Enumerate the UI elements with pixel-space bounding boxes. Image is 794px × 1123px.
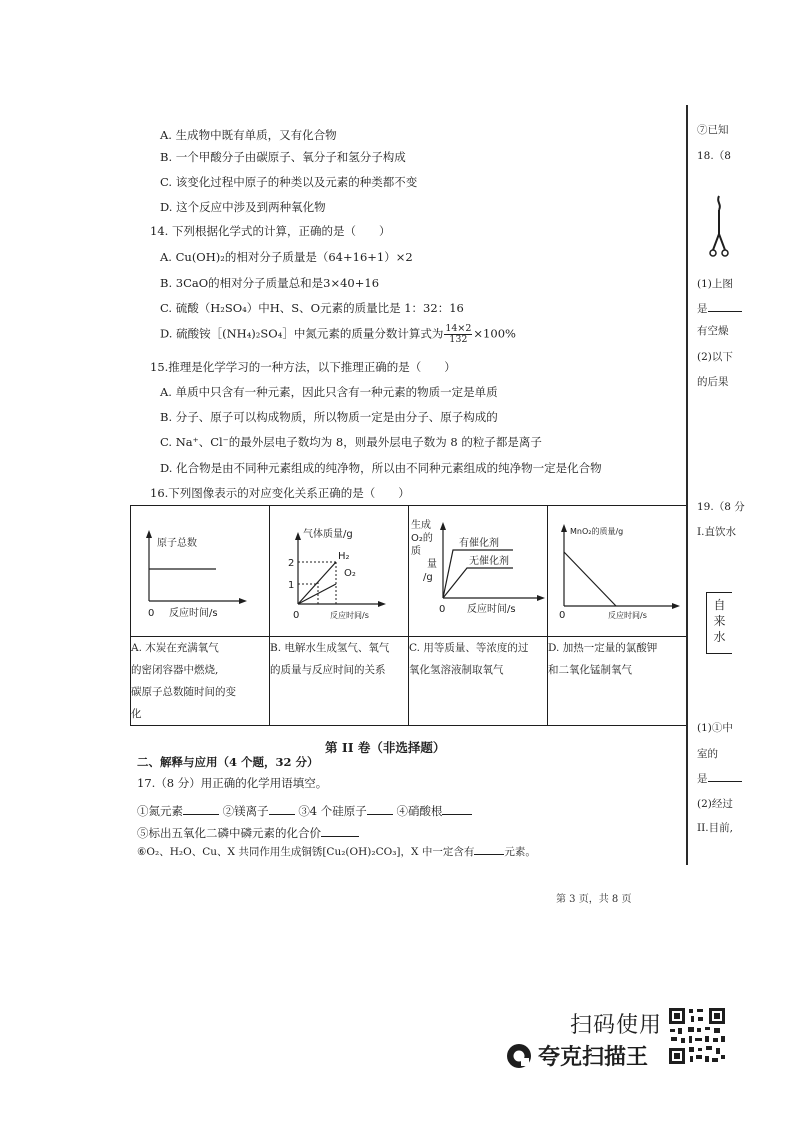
- right-text-10: (1)①中: [697, 722, 733, 734]
- q13-option-c: C. 该变化过程中原子的种类以及元素的种类都不变: [160, 175, 418, 189]
- right-text-2: 18.（8: [697, 150, 731, 162]
- q17-blank-6[interactable]: [474, 843, 504, 855]
- graph-c-catalyst-label: 有催化剂: [459, 538, 499, 549]
- q17-blank-1[interactable]: [183, 803, 219, 815]
- right-text-14: II.目前,: [697, 822, 733, 834]
- graph-b-h2-line: [298, 562, 336, 604]
- q14-option-a: A. Cu(OH)₂的相对分子质量是（64+16+1）×2: [160, 250, 413, 264]
- right-text-11: 室的: [697, 748, 718, 760]
- q15-option-d: D. 化合物是由不同种元素组成的纯净物，所以由不同种元素组成的纯净物一定是化合物: [160, 461, 602, 475]
- graph-c-origin: 0: [439, 604, 446, 615]
- caption-a-line-1: A. 木炭在充满氧气: [131, 642, 219, 654]
- right-text-3: (1)上图: [697, 278, 733, 290]
- q14-d-suffix: ×100%: [473, 326, 516, 341]
- caption-b-line-1: B. 电解水生成氢气、氧气: [270, 642, 390, 654]
- graph-b-y-arrow: [295, 532, 301, 540]
- brand-logo-icon: [505, 1042, 533, 1070]
- apparatus-figure: [708, 192, 730, 262]
- q17-item-6-suffix: 元素。: [504, 846, 536, 858]
- caption-d-line-1: D. 加热一定量的氯酸钾: [548, 642, 658, 654]
- q17-blank-4[interactable]: [442, 803, 472, 815]
- graph-a: [131, 506, 256, 632]
- graph-b-origin: 0: [293, 610, 300, 621]
- tap-water-char-2: 来: [713, 614, 726, 628]
- right-text-8: 19.（8 分: [697, 501, 745, 513]
- graph-c-xlabel: 反应时间/s: [467, 604, 516, 615]
- right-text-13: (2)经过: [697, 798, 733, 810]
- graph-b-ylabel: 气体质量/g: [303, 529, 353, 540]
- right-blank-1[interactable]: [708, 300, 742, 312]
- right-text-7: 的后果: [697, 376, 729, 388]
- right-text-9: I.直饮水: [697, 526, 736, 538]
- caption-b-line-2: 的质量与反应时间的关系: [270, 664, 386, 676]
- graph-b-o2-line: [298, 584, 336, 604]
- q17-item-4: ④硝酸根: [396, 804, 443, 818]
- q14-option-c: C. 硫酸（H₂SO₄）中H、S、O元素的质量比是 1：32：16: [160, 301, 464, 315]
- q17-item-2: ②镁离子: [222, 804, 269, 818]
- q17-stem: 17.（8 分）用正确的化学用语填空。: [137, 776, 328, 790]
- page-number: 第 3 页，共 8 页: [556, 894, 632, 905]
- right-text-5: 有空燥: [697, 325, 729, 337]
- graph-c-ylabel-3: 质: [411, 546, 421, 557]
- q14-option-d: [160, 324, 516, 345]
- page-divider: [686, 105, 688, 865]
- q15-option-a: A. 单质中只含有一种元素，因此只含有一种元素的物质一定是单质: [160, 385, 498, 399]
- caption-d: [548, 637, 687, 726]
- q17-item-1: ①氮元素: [137, 804, 183, 818]
- right-text-6: (2)以下: [697, 351, 733, 363]
- right-text-4-label: 是: [697, 303, 708, 315]
- graph-d-line: [564, 552, 616, 606]
- q17-item-6: ⑥O₂、H₂O、Cu、X 共同作用生成铜锈[Cu₂(OH)₂CO₃]，X 中一定含有: [137, 846, 475, 858]
- graph-b-o2-label: O₂: [344, 568, 356, 579]
- q17-item-3: ③4 个硅原子: [298, 804, 367, 818]
- q17-line-2: [137, 825, 359, 840]
- right-text-12-label: 是: [697, 773, 708, 785]
- graph-c-ylabel-4: 量: [427, 559, 437, 570]
- q14-d-numerator: 14×2: [445, 323, 472, 334]
- caption-c: [409, 637, 548, 726]
- q16-graph-table: [130, 505, 687, 726]
- graph-c-ylabel-1: 生成: [411, 520, 431, 531]
- tap-water-char-1: 自: [713, 598, 726, 612]
- q17-line-3: [137, 843, 536, 859]
- graph-c: [409, 506, 551, 632]
- graph-d-ylabel: MnO₂的质量/g: [570, 527, 624, 536]
- q14-d-prefix: D. 硫酸铵［(NH₄)₂SO₄］中氮元素的质量分数计算式为: [160, 326, 444, 341]
- graph-c-no-catalyst-label: 无催化剂: [469, 556, 509, 567]
- q17-blank-3[interactable]: [367, 803, 393, 815]
- graph-d-cell: [548, 506, 687, 637]
- q15-option-b: B. 分子、原子可以构成物质，所以物质一定是由分子、原子构成的: [160, 410, 498, 424]
- graph-a-origin: 0: [148, 608, 155, 619]
- brand-name: 夸克扫描王: [538, 1045, 649, 1070]
- graph-d-origin: 0: [559, 610, 566, 621]
- right-text-4: [697, 300, 742, 316]
- graph-b-x-arrow: [378, 601, 386, 607]
- caption-a-line-4: 化: [131, 708, 142, 720]
- caption-c-line-2: 氧化氢溶液制取氧气: [409, 664, 504, 676]
- q14-d-denominator: 132: [449, 334, 468, 345]
- graph-b-tick-2: 2: [288, 558, 295, 569]
- graph-a-ylabel: 原子总数: [157, 538, 197, 549]
- graph-c-ylabel-2: O₂的: [411, 533, 433, 544]
- q17-blank-2[interactable]: [269, 803, 295, 815]
- graph-a-cell: [131, 506, 270, 637]
- graph-d-y-arrow: [561, 524, 567, 532]
- caption-d-line-2: 和二氧化锰制氧气: [548, 664, 632, 676]
- caption-a-line-3: 碳原子总数随时间的变: [131, 686, 236, 698]
- q15-option-c: C. Na⁺、Cl⁻的最外层电子数均为 8，则最外层电子数为 8 的粒子都是离子: [160, 435, 542, 449]
- graph-a-y-arrow: [146, 530, 152, 538]
- tap-water-box: [706, 592, 732, 654]
- graph-c-cell: [409, 506, 548, 637]
- graph-d: [548, 506, 690, 632]
- right-blank-2[interactable]: [708, 770, 742, 782]
- q13-option-a: A. 生成物中既有单质，又有化合物: [160, 128, 337, 142]
- right-text-1: ⑦已知: [697, 124, 729, 136]
- caption-a: [131, 637, 270, 726]
- graph-b-cell: [270, 506, 409, 637]
- graph-a-xlabel: 反应时间/s: [169, 608, 218, 619]
- tap-water-char-3: 水: [713, 630, 726, 644]
- section-2-heading: 二、解释与应用（4 个题，32 分）: [137, 755, 319, 769]
- qr-code-icon[interactable]: [667, 1006, 727, 1066]
- graph-b-tick-1: 1: [288, 580, 295, 591]
- q17-item-5: ⑤标出五氧化二磷中磷元素的化合价: [137, 826, 321, 840]
- section-2-title: 第 II 卷（非选择题）: [325, 740, 446, 755]
- caption-c-line-1: C. 用等质量、等浓度的过: [409, 642, 529, 654]
- q17-blank-5[interactable]: [321, 825, 359, 837]
- graph-c-y-arrow: [440, 522, 446, 530]
- q14-option-b: B. 3CaO的相对分子质量总和是3×40+16: [160, 276, 380, 290]
- graph-b: [270, 506, 406, 632]
- q16-stem: 16.下列图像表示的对应变化关系正确的是（ ）: [150, 486, 410, 500]
- graph-d-xlabel: 反应时间/s: [608, 611, 647, 620]
- q14-stem: 14. 下列根据化学式的计算，正确的是（ ）: [150, 224, 391, 238]
- graph-d-x-arrow: [672, 603, 680, 609]
- caption-b: [270, 637, 409, 726]
- q13-option-b: B. 一个甲酸分子由碳原子、氧分子和氢分子构成: [160, 150, 406, 164]
- graph-b-xlabel: 反应时间/s: [330, 611, 369, 620]
- graph-c-ylabel-5: /g: [423, 572, 433, 583]
- graph-c-no-catalyst-line: [443, 568, 513, 598]
- q13-option-d: D. 这个反应中涉及到两种氧化物: [160, 200, 326, 214]
- q14-d-fraction: [444, 324, 472, 345]
- q17-line-1: [137, 803, 472, 818]
- graph-b-h2-label: H₂: [338, 551, 350, 562]
- right-text-12: [697, 770, 742, 786]
- brand-scan-text: 扫码使用: [570, 1013, 663, 1038]
- graph-c-x-arrow: [537, 595, 545, 601]
- q15-stem: 15.推理是化学学习的一种方法，以下推理正确的是（ ）: [150, 360, 456, 374]
- graph-a-x-arrow: [239, 598, 247, 604]
- caption-a-line-2: 的密闭容器中燃烧,: [131, 664, 219, 676]
